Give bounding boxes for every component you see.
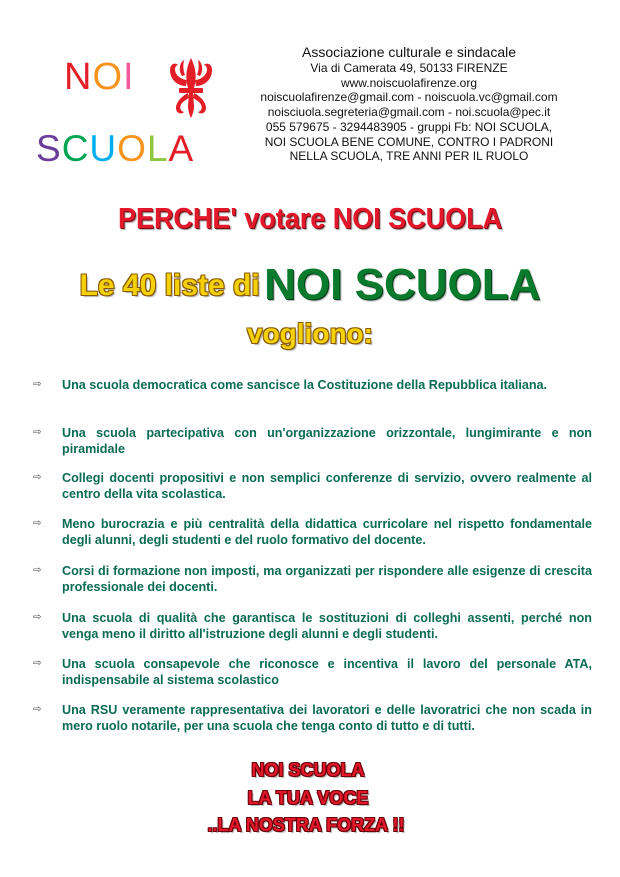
logo-noi-text [64, 58, 135, 96]
logo-noi-letter: I [123, 56, 135, 98]
website: www.noiscuolafirenze.org [340, 75, 478, 90]
list-item-text: Una scuola democratica come sancisce la Costituzione della Repubblica italiana. [62, 378, 548, 392]
groups-line-3: NELLA SCUOLA, TRE ANNI PER IL RUOLO [289, 149, 529, 164]
logo-scuola-letter: S [36, 128, 62, 169]
florence-lily-icon [164, 56, 218, 120]
headline-40-lists-prefix: Le 40 liste di [79, 269, 260, 302]
arrow-right-icon: ⇨ [33, 612, 42, 623]
arrow-right-icon: ⇨ [33, 658, 42, 669]
noi-scuola-logo [36, 50, 216, 170]
logo-scuola-letter: L [146, 128, 169, 169]
arrow-right-icon: ⇨ [33, 379, 42, 390]
slogan-la-nostra-forza: ..LA NOSTRA FORZA !! [207, 815, 405, 835]
slogan-noi-scuola: NOI SCUOLA [251, 760, 365, 780]
list-item-text: Collegi docenti propositivi e non semplici conferenze di servizio, ovvero realmente al centro della vita scolastica. [62, 471, 592, 501]
arrow-right-icon: ⇨ [33, 704, 42, 715]
logo-scuola-letter: A [168, 128, 195, 169]
logo-scuola-letter: C [61, 128, 90, 169]
headline-40-lists [0, 260, 620, 309]
logo-noi-letter: N [64, 56, 93, 98]
arrow-right-icon: ⇨ [33, 565, 42, 576]
arrow-right-icon: ⇨ [33, 472, 42, 483]
phones-groups: 055 579675 - 3294483905 - gruppi Fb: NOI SCUOLA, [265, 119, 553, 134]
headline-why-vote: PERCHE' votare NOI SCUOLA [117, 203, 503, 235]
logo-scuola-letter: U [89, 128, 118, 169]
emails-2: noisciuola.segreteria@gmail.com - noi.scuola@pec.it [267, 105, 551, 120]
logo-scuola-letter: O [117, 128, 147, 169]
headline-vogliono: vogliono: [247, 318, 373, 349]
arrow-right-icon: ⇨ [33, 427, 42, 438]
logo-scuola-text [36, 130, 194, 167]
headline-noi-scuola: NOI SCUOLA [264, 260, 541, 309]
arrow-right-icon: ⇨ [33, 518, 42, 529]
list-item-text: Corsi di formazione non imposti, ma organizzati per rispondere alle esigenze di crescita professionale dei docenti. [62, 564, 592, 594]
list-item-text: Una scuola di qualità che garantisca le sostituzioni di colleghi assenti, perché non venga meno il diritto all'istruzione degli alunni e degli studenti. [62, 611, 592, 641]
list-item-text: Una scuola partecipativa con un'organizzazione orizzontale, lungimirante e non piramidale [62, 426, 592, 456]
groups-line-2: NOI SCUOLA BENE COMUNE, CONTRO I PADRONI [264, 134, 554, 149]
logo-noi-letter: O [92, 56, 124, 98]
emails-1: noiscuolafirenze@gmail.com - noiscuola.vc@gmail.com [260, 90, 558, 105]
list-item-text: Meno burocrazia e più centralità della didattica curricolare nel rispetto fondamentale degli alunni, degli studenti e del ruolo formativo del docente. [62, 517, 592, 547]
list-item-text: Una scuola consapevole che riconosce e incentiva il lavoro del personale ATA, indispensabile al sistema scolastico [62, 657, 592, 687]
slogan-la-tua-voce: LA TUA VOCE [247, 788, 369, 808]
association-info [224, 44, 594, 164]
list-item-text: Una RSU veramente rappresentativa dei lavoratori e delle lavoratrici che non scada in mero ruolo notarile, per una scuola che tenga conto di tutto e di tutti. [62, 703, 592, 733]
address: Via di Camerata 49, 50133 FIRENZE [310, 61, 508, 75]
association-name: Associazione culturale e sindacale [301, 44, 516, 60]
